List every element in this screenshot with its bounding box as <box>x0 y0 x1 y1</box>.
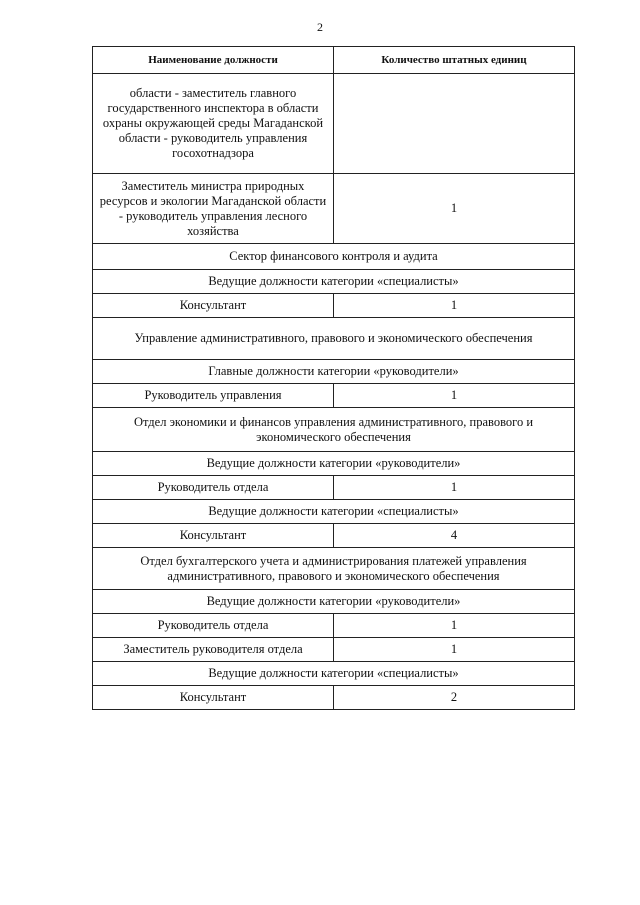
section-row <box>93 318 575 360</box>
count-cell: 1 <box>334 614 575 638</box>
table-row <box>93 174 575 244</box>
count-cell: 2 <box>334 686 575 710</box>
category-heading: Ведущие должности категории «специалисты» <box>93 500 575 524</box>
column-header-position: Наименование должности <box>93 47 334 74</box>
table-row <box>93 294 575 318</box>
position-cell: Заместитель министра природных ресурсов и экологии Магаданской области - руководитель управления лесного хозяйства <box>93 174 334 244</box>
count-cell: 4 <box>334 524 575 548</box>
table-header-row <box>93 47 575 74</box>
section-row <box>93 270 575 294</box>
count-cell <box>334 74 575 174</box>
position-cell: Руководитель управления <box>93 384 334 408</box>
column-header-count: Количество штатных единиц <box>334 47 575 74</box>
category-heading: Ведущие должности категории «руководители» <box>93 590 575 614</box>
position-cell: Консультант <box>93 524 334 548</box>
position-cell: Заместитель руководителя отдела <box>93 638 334 662</box>
position-cell: Консультант <box>93 686 334 710</box>
table-row <box>93 686 575 710</box>
table-row <box>93 384 575 408</box>
section-row <box>93 452 575 476</box>
position-cell: Руководитель отдела <box>93 476 334 500</box>
section-row <box>93 360 575 384</box>
staff-table <box>92 46 575 710</box>
section-heading: Отдел бухгалтерского учета и администрирования платежей управления административного, правового и экономического обеспечения <box>93 548 575 590</box>
position-cell: Руководитель отдела <box>93 614 334 638</box>
table-row <box>93 614 575 638</box>
count-cell: 1 <box>334 294 575 318</box>
category-heading: Ведущие должности категории «специалисты» <box>93 270 575 294</box>
section-heading: Управление административного, правового и экономического обеспечения <box>93 318 575 360</box>
position-cell: Консультант <box>93 294 334 318</box>
table-row <box>93 524 575 548</box>
table-row <box>93 638 575 662</box>
count-cell: 1 <box>334 638 575 662</box>
category-heading: Главные должности категории «руководители» <box>93 360 575 384</box>
section-heading: Отдел экономики и финансов управления административного, правового и экономического обеспечения <box>93 408 575 452</box>
count-cell: 1 <box>334 384 575 408</box>
section-heading: Сектор финансового контроля и аудита <box>93 244 575 270</box>
page-number: 2 <box>317 20 323 34</box>
section-row <box>93 244 575 270</box>
section-row <box>93 408 575 452</box>
count-cell: 1 <box>334 476 575 500</box>
table-row <box>93 74 575 174</box>
section-row <box>93 500 575 524</box>
section-row <box>93 590 575 614</box>
section-row <box>93 548 575 590</box>
table-row <box>93 476 575 500</box>
position-cell: области - заместитель главного государственного инспектора в области охраны окружающей среды Магаданской области - руководитель управления госохотнадзора <box>93 74 334 174</box>
section-row <box>93 662 575 686</box>
category-heading: Ведущие должности категории «руководители» <box>93 452 575 476</box>
category-heading: Ведущие должности категории «специалисты» <box>93 662 575 686</box>
count-cell: 1 <box>334 174 575 244</box>
